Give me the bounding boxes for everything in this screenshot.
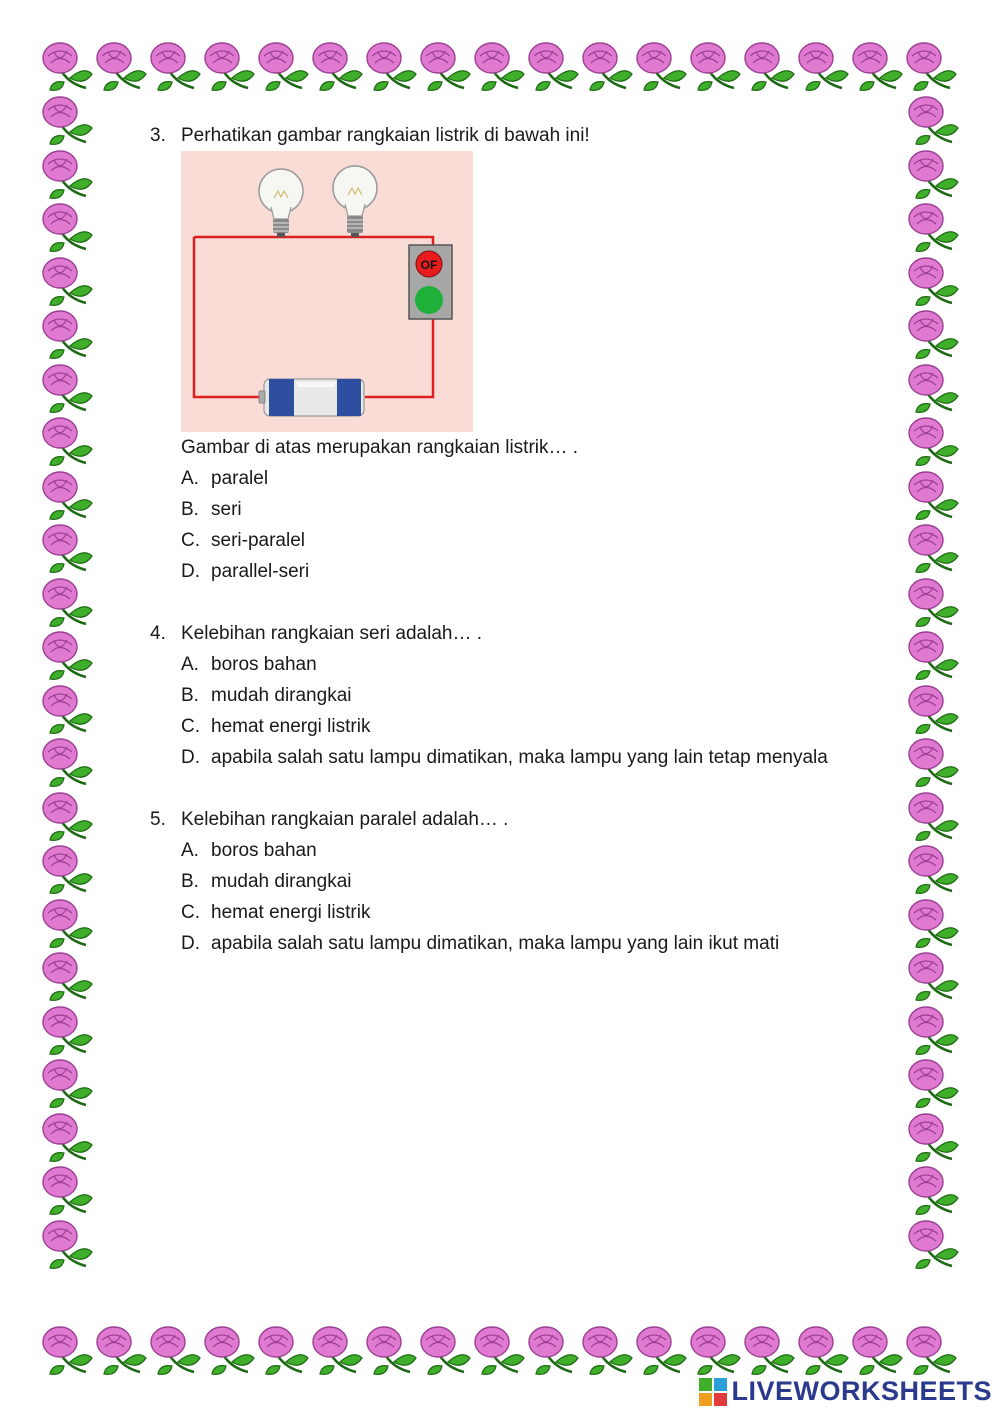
rose-flower-icon <box>40 306 94 360</box>
rose-flower-icon <box>906 841 960 895</box>
option-letter: B. <box>181 685 199 706</box>
rose-flower-icon <box>40 38 94 92</box>
question-follow-up: Gambar di atas merupakan rangkaian listrik… . <box>181 437 579 458</box>
answer-option[interactable] <box>181 866 870 897</box>
rose-flower-icon <box>906 627 960 681</box>
option-letter: D. <box>181 561 200 582</box>
rose-flower-icon <box>40 948 94 1002</box>
question-prompt: Kelebihan rangkaian paralel adalah… . <box>181 809 509 830</box>
circuit-diagram <box>181 151 473 432</box>
question-number: 4. <box>150 623 166 644</box>
rose-flower-icon <box>796 1322 850 1376</box>
rose-flower-icon <box>40 1002 94 1056</box>
rose-flower-icon <box>40 413 94 467</box>
option-text: boros bahan <box>211 840 317 861</box>
rose-flower-icon <box>40 253 94 307</box>
logo-mark-icon <box>699 1378 727 1406</box>
rose-flower-icon <box>906 1162 960 1216</box>
rose-flower-icon <box>256 1322 310 1376</box>
option-text: apabila salah satu lampu dimatikan, maka lampu yang lain ikut mati <box>211 933 780 954</box>
question-prompt: Kelebihan rangkaian seri adalah… . <box>181 623 483 644</box>
rose-flower-icon <box>904 38 958 92</box>
rose-flower-icon <box>40 92 94 146</box>
question-prompt: Perhatikan gambar rangkaian listrik di bawah ini! <box>181 125 590 146</box>
rose-flower-icon <box>40 1216 94 1270</box>
rose-flower-icon <box>688 1322 742 1376</box>
answer-option[interactable] <box>181 680 870 711</box>
rose-flower-icon <box>40 1055 94 1109</box>
rose-flower-icon <box>906 1055 960 1109</box>
rose-flower-icon <box>906 574 960 628</box>
rose-flower-icon <box>40 734 94 788</box>
battery-icon <box>259 379 364 416</box>
rose-flower-icon <box>796 38 850 92</box>
answer-option[interactable] <box>181 463 870 494</box>
option-letter: B. <box>181 871 199 892</box>
option-text: boros bahan <box>211 654 317 675</box>
answer-option[interactable] <box>181 525 870 556</box>
rose-flower-icon <box>364 1322 418 1376</box>
rose-flower-icon <box>906 520 960 574</box>
rose-flower-icon <box>148 38 202 92</box>
option-letter: C. <box>181 530 200 551</box>
rose-flower-icon <box>202 38 256 92</box>
rose-flower-icon <box>906 1109 960 1163</box>
answer-option[interactable] <box>181 742 870 773</box>
answer-option[interactable] <box>181 711 870 742</box>
rose-flower-icon <box>40 627 94 681</box>
rose-flower-icon <box>850 1322 904 1376</box>
rose-flower-icon <box>40 1109 94 1163</box>
liveworksheets-logo[interactable] <box>699 1376 992 1407</box>
rose-flower-icon <box>906 360 960 414</box>
question-4 <box>150 618 870 773</box>
option-letter: A. <box>181 840 199 861</box>
option-text: parallel-seri <box>211 561 310 582</box>
question-3 <box>150 120 870 587</box>
rose-flower-icon <box>526 1322 580 1376</box>
logo-text: LIVEWORKSHEETS <box>731 1376 992 1406</box>
rose-flower-icon <box>634 1322 688 1376</box>
rose-flower-icon <box>906 1002 960 1056</box>
option-text: paralel <box>211 468 269 489</box>
rose-flower-icon <box>906 199 960 253</box>
rose-flower-icon <box>742 38 796 92</box>
rose-flower-icon <box>906 413 960 467</box>
rose-flower-icon <box>40 895 94 949</box>
rose-flower-icon <box>418 1322 472 1376</box>
rose-flower-icon <box>40 788 94 842</box>
rose-flower-icon <box>688 38 742 92</box>
rose-flower-icon <box>40 146 94 200</box>
rose-flower-icon <box>906 681 960 735</box>
option-letter: C. <box>181 902 200 923</box>
answer-option[interactable] <box>181 649 870 680</box>
rose-flower-icon <box>40 681 94 735</box>
rose-flower-icon <box>742 1322 796 1376</box>
rose-flower-icon <box>906 253 960 307</box>
rose-flower-icon <box>472 38 526 92</box>
rose-flower-icon <box>40 520 94 574</box>
rose-flower-icon <box>906 734 960 788</box>
rose-flower-icon <box>906 895 960 949</box>
answer-option[interactable] <box>181 556 870 587</box>
rose-flower-icon <box>364 38 418 92</box>
rose-flower-icon <box>906 948 960 1002</box>
answer-option[interactable] <box>181 494 870 525</box>
rose-flower-icon <box>94 1322 148 1376</box>
option-letter: B. <box>181 499 199 520</box>
rose-flower-icon <box>310 1322 364 1376</box>
answer-option[interactable] <box>181 835 870 866</box>
switch-label: OF <box>420 258 438 272</box>
rose-flower-icon <box>526 38 580 92</box>
rose-flower-icon <box>40 360 94 414</box>
rose-flower-icon <box>310 38 364 92</box>
option-letter: D. <box>181 747 200 768</box>
question-number: 3. <box>150 125 166 146</box>
rose-flower-icon <box>906 146 960 200</box>
option-text: seri <box>211 499 242 520</box>
option-text: hemat energi listrik <box>211 716 371 737</box>
answer-option[interactable] <box>181 897 870 928</box>
option-text: mudah dirangkai <box>211 685 352 706</box>
rose-flower-icon <box>40 574 94 628</box>
rose-flower-icon <box>148 1322 202 1376</box>
rose-flower-icon <box>906 467 960 521</box>
option-letter: A. <box>181 654 199 675</box>
question-number: 5. <box>150 809 166 830</box>
option-text: hemat energi listrik <box>211 902 371 923</box>
rose-flower-icon <box>472 1322 526 1376</box>
option-letter: C. <box>181 716 200 737</box>
option-letter: A. <box>181 468 199 489</box>
rose-flower-icon <box>94 38 148 92</box>
rose-flower-icon <box>580 38 634 92</box>
rose-flower-icon <box>906 306 960 360</box>
option-text: mudah dirangkai <box>211 871 352 892</box>
rose-flower-icon <box>418 38 472 92</box>
rose-flower-icon <box>850 38 904 92</box>
option-letter: D. <box>181 933 200 954</box>
rose-flower-icon <box>904 1322 958 1376</box>
question-5 <box>150 804 870 959</box>
switch-icon <box>409 245 452 319</box>
worksheet-content <box>150 120 870 959</box>
rose-flower-icon <box>906 1216 960 1270</box>
rose-flower-icon <box>40 467 94 521</box>
rose-flower-icon <box>906 92 960 146</box>
rose-flower-icon <box>256 38 310 92</box>
rose-flower-icon <box>40 1322 94 1376</box>
rose-flower-icon <box>906 788 960 842</box>
option-text: seri-paralel <box>211 530 305 551</box>
rose-flower-icon <box>40 841 94 895</box>
answer-option[interactable] <box>181 928 870 959</box>
rose-flower-icon <box>202 1322 256 1376</box>
rose-flower-icon <box>580 1322 634 1376</box>
rose-flower-icon <box>40 1162 94 1216</box>
option-text: apabila salah satu lampu dimatikan, maka lampu yang lain tetap menyala <box>211 747 828 768</box>
rose-flower-icon <box>40 199 94 253</box>
rose-flower-icon <box>634 38 688 92</box>
